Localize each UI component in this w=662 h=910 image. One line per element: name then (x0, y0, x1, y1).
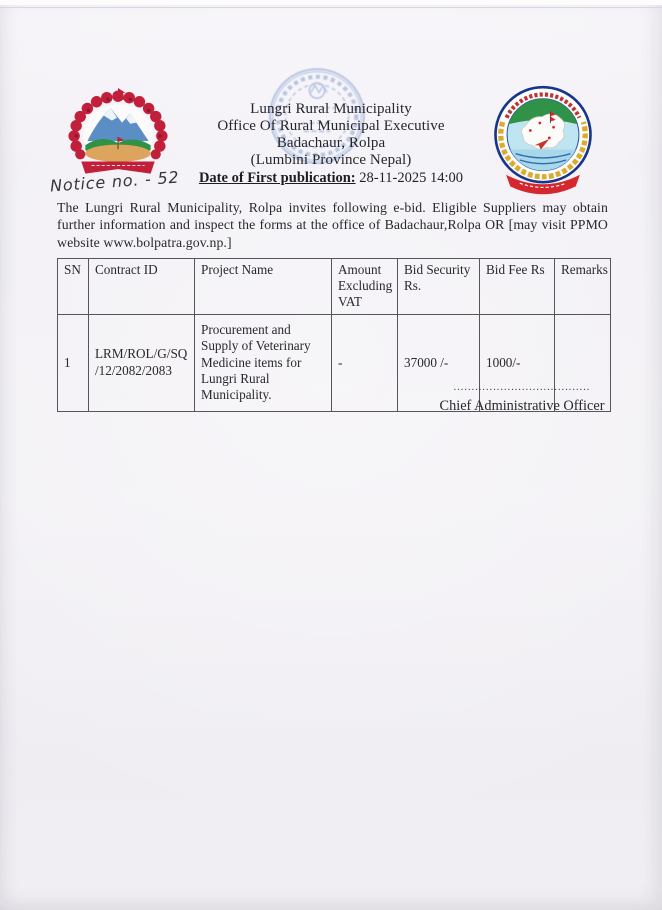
office-name: Office Of Rural Municipal Executive (217, 118, 445, 134)
publication-date-value: 28-11-2025 14:00 (359, 170, 464, 186)
bid-table-header-row (58, 259, 611, 315)
cell-bid-fee: 1000/- (480, 314, 555, 411)
cell-project-name: Procurement and Supply of Veterinary Medicine items for Lungri Rural Municipality. (195, 314, 332, 411)
scan-edge-line (0, 7, 662, 8)
office-address: Badachaur, Rolpa (276, 135, 386, 151)
header-amount: Amount Excluding VAT (332, 259, 398, 315)
cell-bid-security: 37000 /- (398, 314, 480, 411)
signatory-title: Chief Administrative Officer (439, 398, 605, 414)
province-line: (Lumbini Province Nepal) (250, 152, 412, 168)
publication-date-label: Date of First publication: (198, 170, 356, 186)
scan-edge (0, 0, 662, 5)
municipality-name: Lungri Rural Municipality (250, 101, 412, 117)
header-contract-id: Contract ID (89, 259, 195, 315)
cell-sn: 1 (58, 314, 89, 411)
header-bid-security: Bid Security Rs. (398, 259, 480, 315)
cell-amount: - (332, 314, 398, 411)
header-remarks: Remarks (555, 259, 611, 315)
intro-paragraph: The Lungri Rural Municipality, Rolpa invites following e-bid. Eligible Suppliers may obtain further information and inspect the forms at the office of Badachaur,Rolpa OR [may visit PPMO website www.bolpatra.gov.np.] (57, 200, 608, 250)
signature-dotted-line: ...................................... (453, 382, 591, 393)
handwritten-notice-number: Notice no. - 52 (49, 167, 181, 196)
header-sn: SN (58, 259, 89, 315)
header-bid-fee: Bid Fee Rs (480, 259, 555, 315)
header-project-name: Project Name (195, 259, 332, 315)
cell-contract-id: LRM/ROL/G/SQ /12/2082/2083 (89, 314, 195, 411)
signature-block (434, 383, 610, 415)
